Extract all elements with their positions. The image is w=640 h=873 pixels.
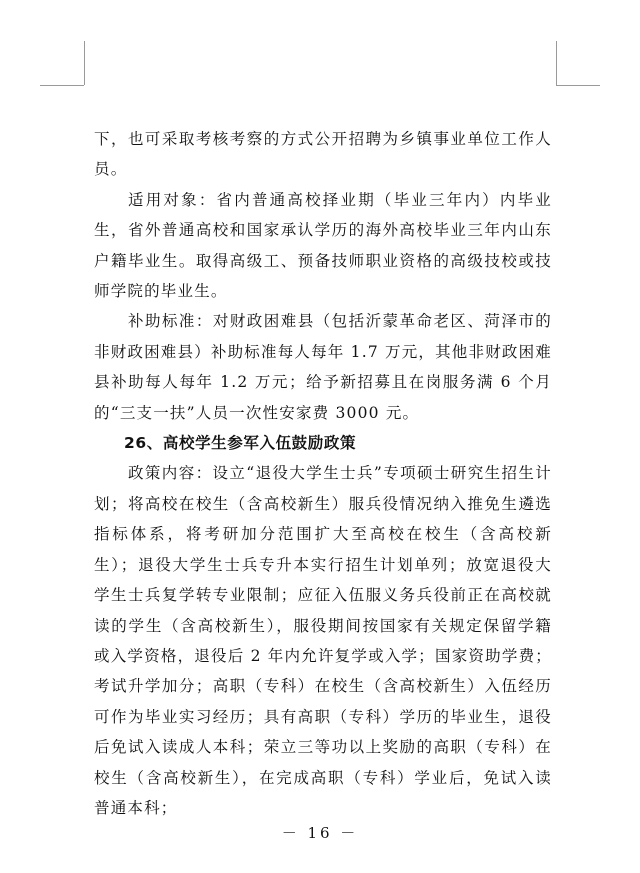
- page-number: － 16 －: [281, 824, 359, 842]
- crop-mark-top-right-v: [556, 41, 557, 85]
- paragraph-eligible-recipients: 适用对象：省内普通高校择业期（毕业三年内）内毕业生，省外普通高校和国家承认学历的海外高校毕业三年内山东户籍毕业生。取得高级工、预备技师职业资格的高级技校或技师学院的毕业生。: [94, 190, 552, 301]
- crop-mark-top-left-h: [40, 85, 84, 86]
- section-heading: 26、高校学生参军入伍鼓励政策: [124, 434, 357, 453]
- paragraph-continuation: 下，也可采取考核考察的方式公开招聘为乡镇事业单位工作人员。: [94, 130, 552, 179]
- paragraph-subsidy-standard: 补助标准：对财政困难县（包括沂蒙革命老区、菏泽市的非财政困难县）补助标准每人每年 1.7 万元，其他非财政困难县补助每人每年 1.2 万元；给予新招募且在岗服务满 6 个月的“三支一扶”人员一次性安家费 3000 元。: [94, 312, 553, 422]
- crop-mark-top-left-v: [84, 41, 85, 85]
- paragraph-policy-content: 政策内容：设立“退役大学生士兵”专项硕士研究生招生计划；将高校在校生（含高校新生）服兵役情况纳入推免生遴选指标体系，将考研加分范围扩大至高校在校生（含高校新生）；退役大学生士兵专升本实行招生计划单列；放宽退役大学生士兵复学转专业限制；应征入伍服义务兵役前正在高校就读的学生（含高校新生），服役期间按国家有关规定保留学籍或入学资格，退役后 2 年内允许复学或入学；国家资助学费；考试升学加分；高职（专科）在校生（含高校新生）入伍经历可作为毕业实习经历；具有高职（专科）学历的毕业生，退役后免试入读成人本科；荣立三等功以上奖励的高职（专科）在校生（含高校新生），在完成高职（专科）学业后，免试入读普通本科；: [94, 464, 552, 817]
- crop-mark-top-right-h: [556, 85, 600, 86]
- document-body: [94, 124, 552, 823]
